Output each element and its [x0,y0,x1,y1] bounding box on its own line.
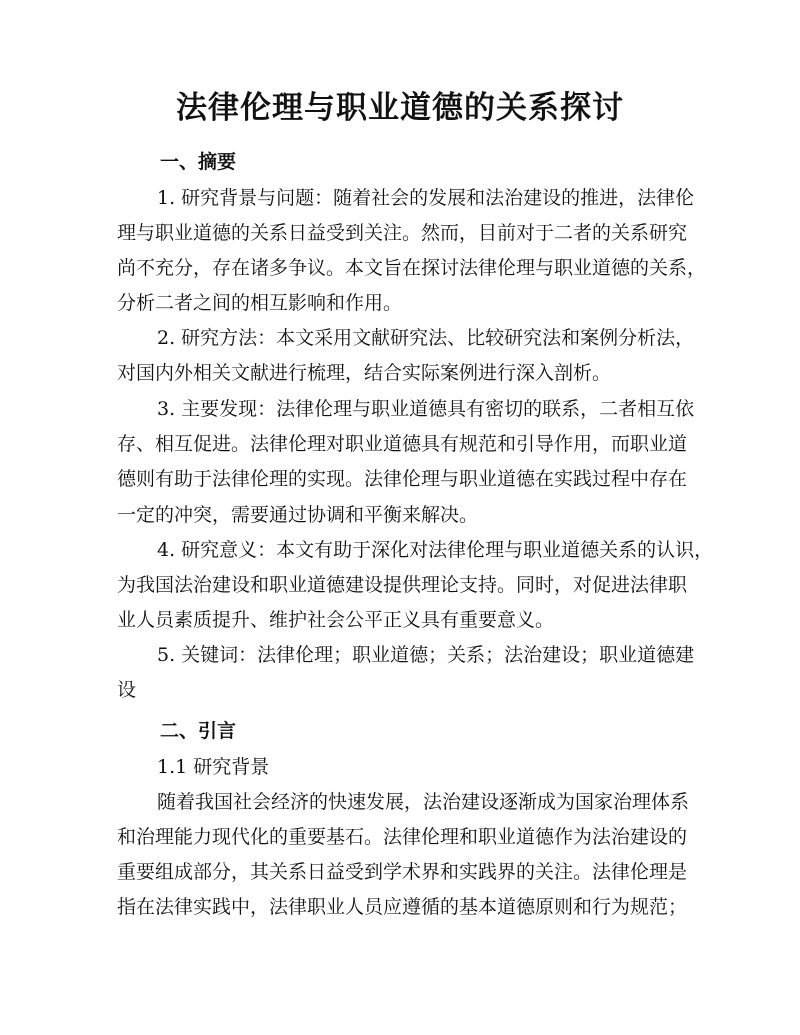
text-line: 3. 主要发现：法律伦理与职业道德具有密切的联系，二者相互依 [157,398,695,420]
text-line: 尚不充分，存在诸多争议。本文旨在探讨法律伦理与职业道德的关系， [117,257,707,279]
text-line: 德则有助于法律伦理的实现。法律伦理与职业道德在实践过程中存在 [117,468,688,490]
text-line: 2. 研究方法：本文采用文献研究法、比较研究法和案例分析法， [157,327,695,349]
text-line: 4. 研究意义：本文有助于深化对法律伦理与职业道德关系的认识， [157,539,714,561]
text-line: 和治理能力现代化的重要基石。法律伦理和职业道德作为法治建设的 [117,826,688,848]
text-line: 对国内外相关文献进行梳理，结合实际案例进行深入剖析。 [117,362,612,384]
section-heading-introduction: 二、引言 [160,720,237,742]
text-line: 业人员素质提升、维护社会公平正义具有重要意义。 [117,609,555,631]
text-line: 为我国法治建设和职业道德建设提供理论支持。同时，对促进法律职 [117,574,688,596]
text-line: 1. 研究背景与问题：随着社会的发展和法治建设的推进，法律伦 [157,187,695,209]
text-line: 设 [117,679,137,701]
text-line: 5. 关键词：法律伦理；职业道德；关系；法治建设；职业道德建 [157,644,695,666]
subsection-heading: 1.1 研究背景 [157,756,270,778]
text-line: 一定的冲突，需要通过协调和平衡来解决。 [117,504,479,526]
section-heading-abstract: 一、摘要 [160,151,237,173]
text-line: 指在法律实践中，法律职业人员应遵循的基本道德原则和行为规范； [117,896,688,918]
text-line: 重要组成部分，其关系日益受到学术界和实践界的关注。法律伦理是 [117,861,688,883]
text-line: 理与职业道德的关系日益受到关注。然而，目前对于二者的关系研究 [117,222,688,244]
text-line: 随着我国社会经济的快速发展，法治建设逐渐成为国家治理体系 [157,791,690,813]
document-title: 法律伦理与职业道德的关系探讨 [176,90,624,126]
text-line: 存、相互促进。法律伦理对职业道德具有规范和引导作用，而职业道 [117,433,688,455]
text-line: 分析二者之间的相互影响和作用。 [117,292,403,314]
